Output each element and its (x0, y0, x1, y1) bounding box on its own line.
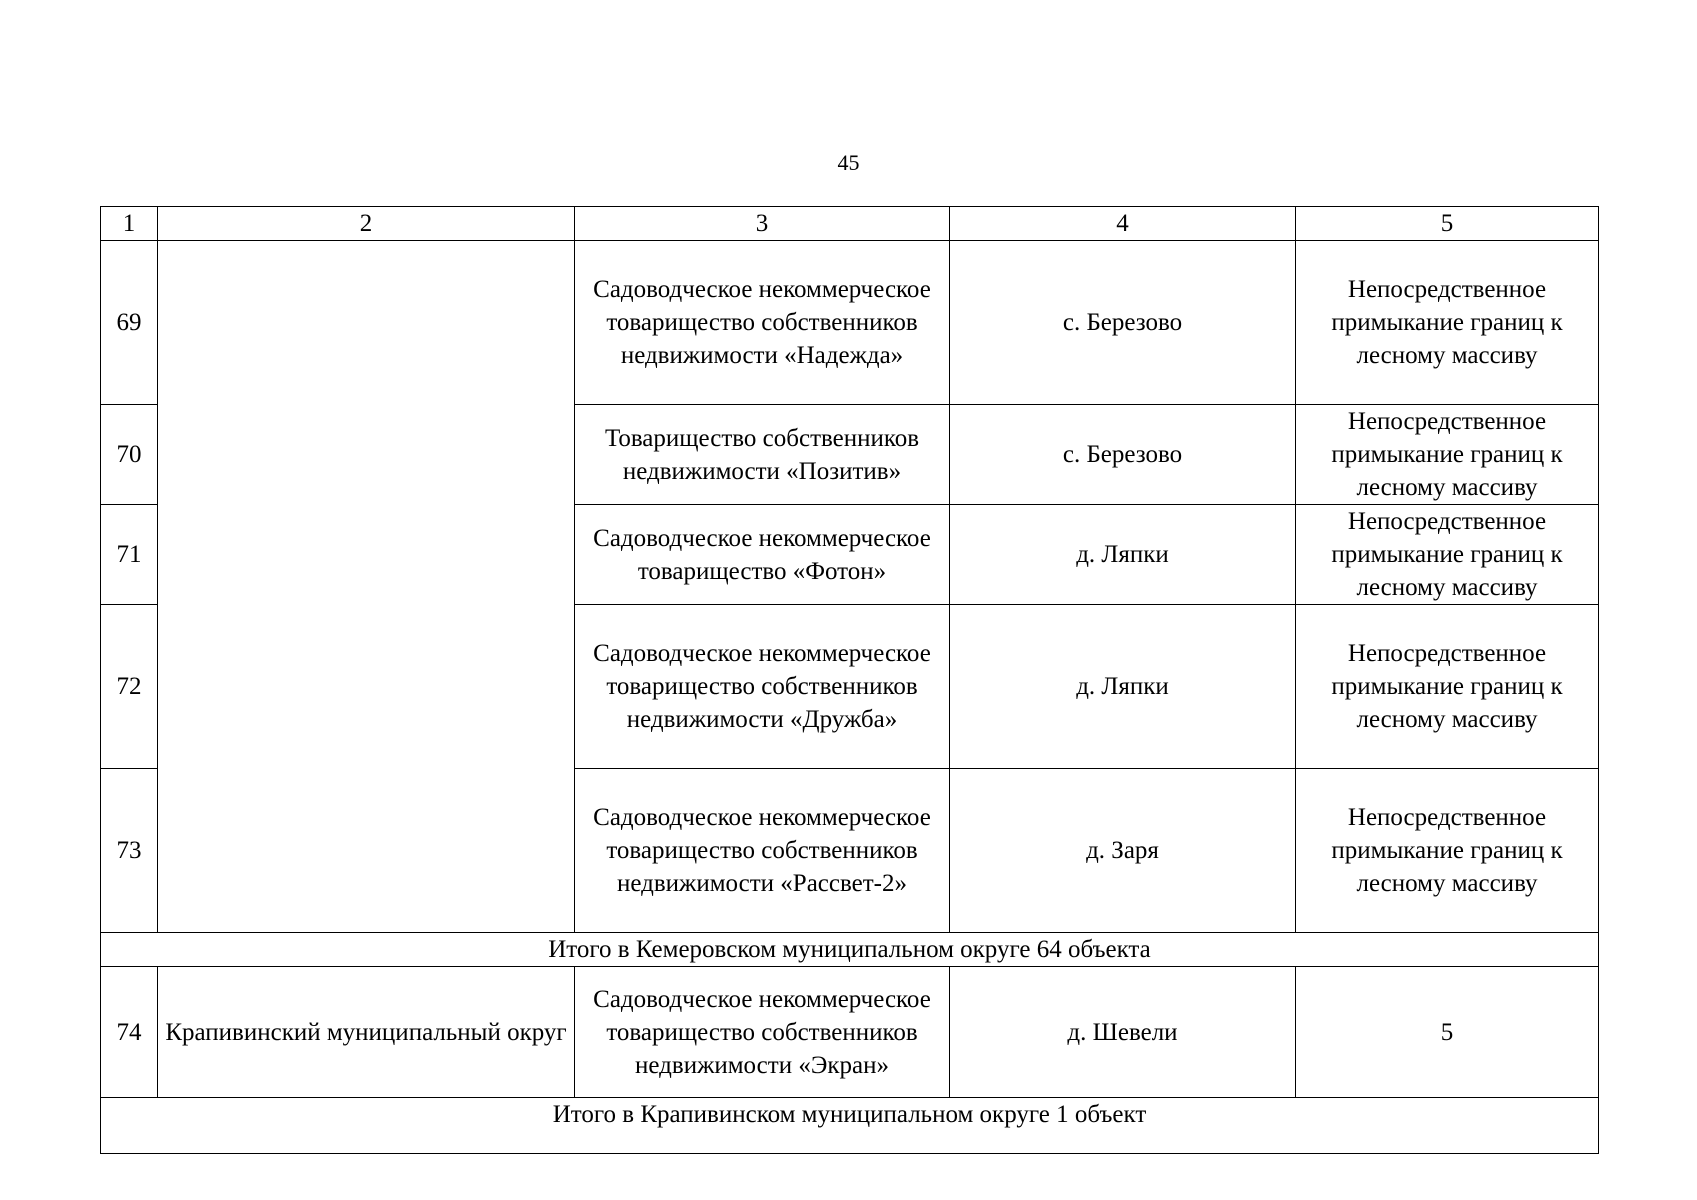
reason: Непосредственное примыкание границ к лесному массиву (1296, 605, 1599, 769)
locality: с. Березово (950, 405, 1296, 505)
row-number: 69 (101, 241, 158, 405)
district-cell-empty (158, 241, 575, 933)
reason: Непосредственное примыкание границ к лесному массиву (1296, 769, 1599, 933)
locality: д. Шевели (950, 967, 1296, 1098)
total-kemerovo: Итого в Кемеровском муниципальном округе 64 объекта (101, 933, 1599, 967)
object-name: Садоводческое некоммерческое товарищество собственников недвижимости «Надежда» (575, 241, 950, 405)
reason: Непосредственное примыкание границ к лесному массиву (1296, 241, 1599, 405)
row-number: 74 (101, 967, 158, 1098)
header-cell: 2 (158, 207, 575, 241)
object-name: Садоводческое некоммерческое товарищество «Фотон» (575, 505, 950, 605)
locality: д. Ляпки (950, 505, 1296, 605)
header-cell: 1 (101, 207, 158, 241)
table-header-row (101, 207, 1599, 241)
page-number: 45 (837, 150, 860, 175)
header-cell: 5 (1296, 207, 1599, 241)
locality: с. Березово (950, 241, 1296, 405)
object-name: Товарищество собственников недвижимости «Позитив» (575, 405, 950, 505)
total-krapivino: Итого в Крапивинском муниципальном округе 1 объект (101, 1098, 1599, 1154)
header-cell: 3 (575, 207, 950, 241)
table-row (101, 967, 1599, 1098)
locality: д. Ляпки (950, 605, 1296, 769)
district-name: Крапивинский муниципальный округ (158, 967, 575, 1098)
object-name: Садоводческое некоммерческое товарищество собственников недвижимости «Экран» (575, 967, 950, 1098)
total-row (101, 1098, 1599, 1154)
reason: Непосредственное примыкание границ к лесному массиву (1296, 505, 1599, 605)
reason: Непосредственное примыкание границ к лесному массиву (1296, 405, 1599, 505)
reason: 5 (1296, 967, 1599, 1098)
header-cell: 4 (950, 207, 1296, 241)
row-number: 72 (101, 605, 158, 769)
row-number: 71 (101, 505, 158, 605)
locality: д. Заря (950, 769, 1296, 933)
table-row (101, 241, 1599, 405)
objects-table (100, 206, 1599, 1154)
row-number: 73 (101, 769, 158, 933)
row-number: 70 (101, 405, 158, 505)
object-name: Садоводческое некоммерческое товарищество собственников недвижимости «Дружба» (575, 605, 950, 769)
total-row (101, 933, 1599, 967)
object-name: Садоводческое некоммерческое товарищество собственников недвижимости «Рассвет-2» (575, 769, 950, 933)
